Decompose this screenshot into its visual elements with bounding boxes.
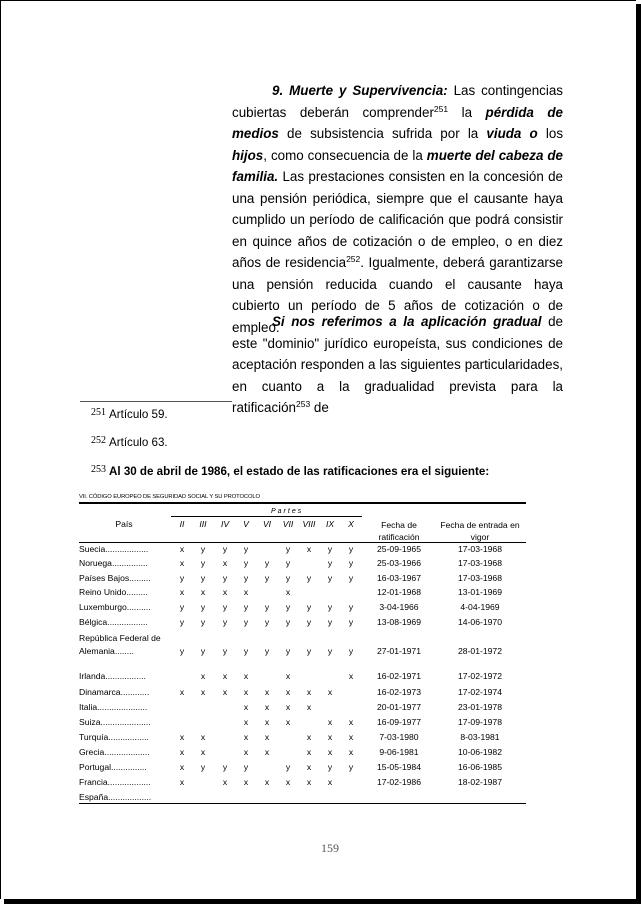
part-status-cell: y	[264, 558, 270, 568]
table-row	[79, 777, 526, 788]
table-row-pais-line1	[79, 633, 526, 644]
fecha-vigor-cell: 17-02-1972	[458, 671, 502, 681]
country-name: Portugal...............	[79, 762, 147, 772]
part-status-cell: y	[200, 762, 206, 772]
footnote-252: 252 Artículo 63.	[91, 435, 168, 449]
footnote-253: 253 Al 30 de abril de 1986, el estado de las ratificaciones era el siguiente:	[91, 464, 490, 478]
fecha-ratificacion-cell: 16-03-1967	[377, 573, 421, 583]
table-row	[79, 602, 526, 613]
part-status-cell: x	[200, 732, 206, 742]
part-status-cell: x	[200, 747, 206, 757]
part-status-cell: x	[327, 747, 333, 757]
part-status-cell: y	[327, 762, 333, 772]
table-row	[79, 573, 526, 584]
part-status-cell: x	[243, 732, 249, 742]
part-status-cell: y	[179, 646, 185, 656]
part-status-cell: y	[264, 617, 270, 627]
part-status-cell: y	[285, 544, 291, 554]
column-header-part-ii: II	[179, 519, 185, 529]
table-row	[79, 702, 526, 713]
part-status-cell: x	[222, 558, 228, 568]
table-row	[79, 687, 526, 698]
part-status-cell: y	[348, 602, 354, 612]
part-status-cell: y	[264, 646, 270, 656]
part-status-cell: x	[179, 558, 185, 568]
part-status-cell: x	[264, 777, 270, 787]
part-status-cell: x	[179, 777, 185, 787]
part-status-cell: y	[222, 544, 228, 554]
fecha-vigor-cell: 17-03-1968	[458, 558, 502, 568]
part-status-cell: x	[348, 747, 354, 757]
table-bottom-rule	[79, 803, 526, 804]
fecha-vigor-cell: 8-03-1981	[460, 732, 500, 742]
part-status-cell: y	[306, 646, 312, 656]
part-status-cell: y	[243, 762, 249, 772]
column-header-part-v: V	[243, 519, 249, 529]
country-name: Alemania........	[79, 646, 134, 656]
part-status-cell: x	[179, 587, 185, 597]
part-status-cell: x	[285, 671, 291, 681]
part-status-cell: y	[222, 646, 228, 656]
part-status-cell: y	[285, 573, 291, 583]
fecha-ratificacion-cell: 16-09-1977	[377, 717, 421, 727]
part-status-cell: x	[306, 732, 312, 742]
part-status-cell: y	[285, 762, 291, 772]
part-status-cell: x	[306, 687, 312, 697]
column-header-part-x: X	[348, 519, 354, 529]
part-status-cell: y	[200, 573, 206, 583]
column-header-part-iii: III	[199, 519, 207, 529]
part-status-cell: x	[222, 671, 228, 681]
part-status-cell: x	[243, 747, 249, 757]
country-name: Suiza.....................	[79, 717, 151, 727]
fecha-ratificacion-cell: 25-09-1965	[377, 544, 421, 554]
country-name: Reino Unido.........	[79, 587, 148, 597]
table-row	[79, 544, 526, 555]
fecha-ratificacion-cell: 16-02-1973	[377, 687, 421, 697]
part-status-cell: y	[243, 617, 249, 627]
part-status-cell: y	[327, 602, 333, 612]
part-status-cell: x	[243, 777, 249, 787]
part-status-cell: y	[348, 617, 354, 627]
part-status-cell: x	[243, 671, 249, 681]
fecha-ratificacion-cell: 27-01-1971	[377, 646, 421, 656]
country-name: Irlanda.................	[79, 671, 146, 681]
fecha-vigor-cell: 28-01-1972	[458, 646, 502, 656]
part-status-cell: x	[222, 587, 228, 597]
part-status-cell: y	[243, 558, 249, 568]
table-header-rule	[79, 542, 526, 543]
country-name: Italia.....................	[79, 702, 148, 712]
part-status-cell: x	[222, 777, 228, 787]
fecha-vigor-cell: 17-09-1978	[458, 717, 502, 727]
part-status-cell: x	[179, 732, 185, 742]
table-row	[79, 792, 526, 803]
fecha-vigor-cell: 17-03-1968	[458, 544, 502, 554]
part-status-cell: y	[200, 602, 206, 612]
part-status-cell: x	[179, 747, 185, 757]
page-number: 159	[321, 841, 339, 855]
part-status-cell: y	[264, 573, 270, 583]
fecha-ratificacion-cell: 15-05-1984	[377, 762, 421, 772]
part-status-cell: x	[327, 717, 333, 727]
part-status-cell: y	[222, 762, 228, 772]
fecha-vigor-cell: 17-03-1968	[458, 573, 502, 583]
fecha-vigor-cell: 10-06-1982	[458, 747, 502, 757]
fecha-vigor-cell: 14-06-1970	[458, 617, 502, 627]
part-status-cell: x	[179, 544, 185, 554]
part-status-cell: x	[179, 687, 185, 697]
fecha-vigor-cell: 13-01-1969	[458, 587, 502, 597]
part-status-cell: x	[285, 687, 291, 697]
country-name: Grecia...................	[79, 747, 150, 757]
part-status-cell: y	[243, 544, 249, 554]
part-status-cell: y	[222, 573, 228, 583]
part-status-cell: y	[306, 573, 312, 583]
partes-rule	[171, 516, 362, 517]
footnote-ref-251[interactable]: 251	[433, 103, 449, 114]
part-status-cell: x	[327, 777, 333, 787]
part-status-cell: y	[327, 646, 333, 656]
table-row	[79, 732, 526, 743]
part-status-cell: y	[264, 602, 270, 612]
country-name: Dinamarca............	[79, 687, 150, 697]
part-status-cell: x	[243, 687, 249, 697]
part-status-cell: x	[264, 687, 270, 697]
part-status-cell: x	[306, 702, 312, 712]
page-shadow-bottom	[4, 899, 641, 904]
column-header-pais: País	[115, 519, 133, 529]
part-status-cell: y	[327, 544, 333, 554]
table-top-rule	[79, 502, 526, 504]
fecha-ratificacion-cell: 9-06-1981	[379, 747, 419, 757]
part-status-cell: y	[348, 558, 354, 568]
part-status-cell: y	[179, 617, 185, 627]
footnote-251: 251 Artículo 59.	[91, 407, 168, 421]
paragraph-muerte-supervivencia: 9. Muerte y Supervivencia: Las contingencias cubiertas deberán comprender$^{251}$ la pérdida de medios de subsistencia sufrida por la viuda o los hijos, como consecuencia de la muerte del cabeza de familia. Las prestaciones consisten en la concesión de una pensión periódica, siempre que el causante haya cumplido un período de calificación que podrá consistir en quince años de cotización o de empleo, o en diez años de residencia$^{252}$. Igualmente, deberá garantizarse una pensión reducida cuando el causante haya cubierto un período de 5 años de cotización o de empleo.	[232, 83, 564, 335]
page-shadow-right	[636, 4, 641, 904]
part-status-cell: y	[348, 573, 354, 583]
part-status-cell: x	[327, 687, 333, 697]
part-status-cell: y	[348, 646, 354, 656]
part-status-cell: x	[327, 732, 333, 742]
part-status-cell: x	[200, 687, 206, 697]
part-status-cell: y	[243, 602, 249, 612]
part-status-cell: y	[285, 602, 291, 612]
fecha-ratificacion-cell: 3-04-1966	[379, 602, 419, 612]
fecha-ratificacion-cell: 16-02-1971	[377, 671, 421, 681]
part-status-cell: x	[285, 717, 291, 727]
part-status-cell: y	[306, 602, 312, 612]
column-header-fecha-vigor: Fecha de entrada en vigor	[440, 520, 520, 542]
part-status-cell: y	[200, 617, 206, 627]
part-status-cell: y	[327, 558, 333, 568]
country-name: Países Bajos.........	[79, 573, 151, 583]
fecha-vigor-cell: 17-02-1974	[458, 687, 502, 697]
country-name: Noruega...............	[79, 558, 148, 568]
table-row	[79, 646, 526, 657]
country-name: Turquía.................	[79, 732, 149, 742]
fecha-vigor-cell: 16-06-1985	[458, 762, 502, 772]
part-status-cell: x	[306, 544, 312, 554]
part-status-cell: x	[306, 777, 312, 787]
column-header-part-viii: VIII	[302, 519, 316, 529]
column-header-part-iv: IV	[220, 519, 230, 529]
part-status-cell: x	[179, 762, 185, 772]
part-status-cell: y	[243, 573, 249, 583]
part-status-cell: x	[264, 732, 270, 742]
country-name: España..................	[79, 792, 152, 802]
paragraph-aplicacion-gradual: Si nos referimos a la aplicación gradual de este "dominio" jurídico europeísta, sus condiciones de aceptación responden a las siguientes particularidades, en cuanto a la gradualidad prevista para la ratificación$^{253}$ de	[232, 314, 564, 415]
partes-header: Partes	[271, 508, 304, 515]
part-status-cell: x	[348, 732, 354, 742]
fecha-ratificacion-cell: 25-03-1966	[377, 558, 421, 568]
heading-muerte-supervivencia: 9. Muerte y Supervivencia:	[272, 83, 448, 98]
country-name: Suecia..................	[79, 544, 149, 554]
part-status-cell: x	[222, 687, 228, 697]
part-status-cell: y	[179, 573, 185, 583]
fecha-ratificacion-cell: 12-01-1968	[377, 587, 421, 597]
table-row	[79, 671, 526, 682]
country-name-line1: República Federal de	[79, 633, 161, 643]
part-status-cell: y	[327, 573, 333, 583]
part-status-cell: y	[285, 617, 291, 627]
part-status-cell: y	[285, 646, 291, 656]
column-header-part-vi: VI	[262, 519, 272, 529]
table-row	[79, 762, 526, 773]
part-status-cell: x	[285, 777, 291, 787]
part-status-cell: x	[285, 702, 291, 712]
part-status-cell: y	[348, 544, 354, 554]
column-header-part-vii: VII	[282, 519, 294, 529]
part-status-cell: x	[200, 671, 206, 681]
part-status-cell: y	[200, 558, 206, 568]
part-status-cell: x	[243, 717, 249, 727]
fecha-vigor-cell: 23-01-1978	[458, 702, 502, 712]
table-row	[79, 747, 526, 758]
table-row	[79, 587, 526, 598]
fecha-ratificacion-cell: 7-03-1980	[379, 732, 419, 742]
column-header-part-ix: IX	[325, 519, 335, 529]
footnote-ref-253[interactable]: 253	[296, 399, 311, 409]
part-status-cell: y	[222, 617, 228, 627]
part-status-cell: y	[306, 617, 312, 627]
part-status-cell: x	[348, 717, 354, 727]
part-status-cell: x	[348, 671, 354, 681]
fecha-vigor-cell: 18-02-1987	[458, 777, 502, 787]
part-status-cell: x	[200, 587, 206, 597]
part-status-cell: y	[285, 558, 291, 568]
part-status-cell: y	[179, 602, 185, 612]
column-header-fecha-ratificacion: Fecha de ratificación	[378, 520, 420, 542]
part-status-cell: y	[200, 544, 206, 554]
part-status-cell: x	[264, 702, 270, 712]
part-status-cell: x	[243, 702, 249, 712]
fecha-ratificacion-cell: 13-08-1969	[377, 617, 421, 627]
part-status-cell: x	[285, 587, 291, 597]
part-status-cell: y	[327, 617, 333, 627]
part-status-cell: y	[348, 762, 354, 772]
country-name: Bélgica.................	[79, 617, 148, 627]
part-status-cell: x	[243, 587, 249, 597]
country-name: Francia..................	[79, 777, 151, 787]
part-status-cell: x	[306, 747, 312, 757]
part-status-cell: x	[264, 747, 270, 757]
part-status-cell: y	[222, 602, 228, 612]
country-name: Luxemburgo..........	[79, 602, 151, 612]
part-status-cell: x	[306, 762, 312, 772]
part-status-cell: y	[200, 646, 206, 656]
table-row	[79, 617, 526, 628]
footnote-separator	[80, 401, 232, 402]
part-status-cell: x	[264, 717, 270, 727]
fecha-ratificacion-cell: 17-02-1986	[377, 777, 421, 787]
fecha-ratificacion-cell: 20-01-1977	[377, 702, 421, 712]
fecha-vigor-cell: 4-04-1969	[460, 602, 500, 612]
table-row	[79, 717, 526, 728]
footnote-ref-252[interactable]: 252	[346, 254, 361, 264]
table-title: VII. CÓDIGO EUROPEO DE SEGURIDAD SOCIAL Y SU PROTOCOLO	[79, 494, 260, 500]
table-row	[79, 558, 526, 569]
part-status-cell: y	[243, 646, 249, 656]
